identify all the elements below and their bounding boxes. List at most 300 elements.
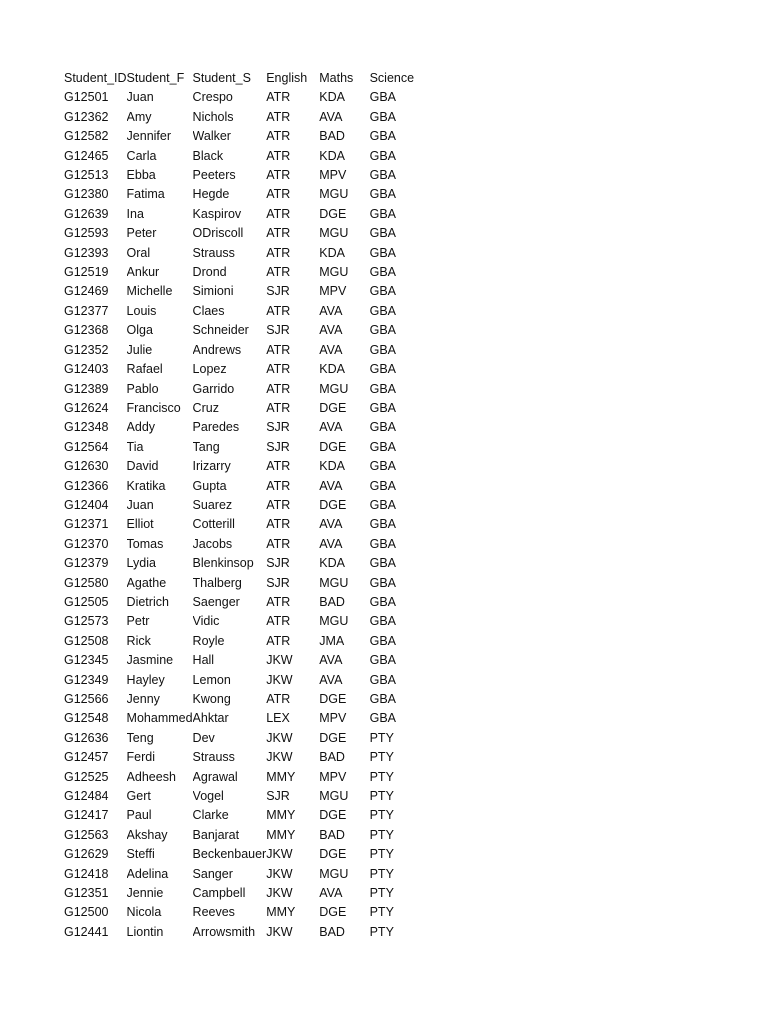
cell-english[interactable]: JKW [266,653,293,668]
cell-student-id[interactable]: G12508 [64,633,109,648]
cell-first-name[interactable]: Tomas [126,536,164,551]
cell-maths[interactable]: KDA [319,362,345,377]
cell-first-name[interactable]: Petr [126,614,150,629]
cell-maths[interactable]: KDA [319,148,345,163]
cell-surname[interactable]: Blenkinsop [192,556,254,571]
cell-science[interactable]: GBA [369,439,396,454]
cell-student-id[interactable]: G12351 [64,886,109,901]
cell-science[interactable]: GBA [369,265,396,280]
cell-surname[interactable]: Black [192,148,224,163]
cell-surname[interactable]: Reeves [192,905,235,920]
cell-science[interactable]: GBA [369,420,396,435]
cell-student-id[interactable]: G12441 [64,924,109,939]
cell-student-id[interactable]: G12389 [64,381,109,396]
cell-maths[interactable]: DGE [319,808,347,823]
cell-student-id[interactable]: G12380 [64,187,109,202]
cell-science[interactable]: GBA [369,187,396,202]
cell-surname[interactable]: Strauss [192,245,235,260]
cell-english[interactable]: ATR [266,168,291,183]
cell-student-id[interactable]: G12563 [64,827,109,842]
cell-english[interactable]: ATR [266,497,291,512]
cell-surname[interactable]: Sanger [192,866,233,881]
cell-english[interactable]: MMY [266,769,296,784]
cell-student-id[interactable]: G12417 [64,808,109,823]
cell-student-id[interactable]: G12348 [64,420,109,435]
cell-surname[interactable]: Campbell [192,886,246,901]
cell-surname[interactable]: Ahktar [192,711,229,726]
cell-maths[interactable]: AVA [319,478,343,493]
cell-first-name[interactable]: Rafael [126,362,163,377]
table-row [64,632,424,651]
cell-maths[interactable]: MPV [319,769,347,784]
cell-surname[interactable]: Strauss [192,750,235,765]
cell-student-id[interactable]: G12582 [64,129,109,144]
table-row [64,360,424,379]
cell-surname[interactable]: Nichols [192,109,234,124]
cell-first-name[interactable]: Michelle [126,284,173,299]
header-cell-student-id[interactable]: Student_ID [64,71,127,85]
cell-surname[interactable]: Cotterill [192,517,235,532]
cell-maths[interactable]: AVA [319,886,343,901]
cell-first-name[interactable]: Hayley [126,672,165,687]
cell-maths[interactable]: AVA [319,303,343,318]
cell-maths[interactable]: DGE [319,905,347,920]
cell-maths[interactable]: DGE [319,692,347,706]
cell-surname[interactable]: Agrawal [192,769,238,784]
cell-surname[interactable]: Andrews [192,342,242,357]
cell-surname[interactable]: Garrido [192,381,235,396]
cell-english[interactable]: JKW [266,730,293,745]
cell-science[interactable]: GBA [369,575,396,590]
cell-student-id[interactable]: G12457 [64,750,109,765]
table-row [64,709,424,728]
cell-english[interactable]: ATR [266,129,291,144]
cell-science[interactable]: GBA [369,672,396,687]
cell-english[interactable]: ATR [266,187,291,202]
cell-student-id[interactable]: G12639 [64,206,109,221]
cell-science[interactable]: GBA [369,323,396,338]
cell-surname[interactable]: Crespo [192,90,233,105]
cell-english[interactable]: ATR [266,109,291,124]
cell-maths[interactable]: MGU [319,381,349,396]
cell-student-id[interactable]: G12519 [64,265,109,280]
table-body [64,69,424,942]
cell-surname[interactable]: Gupta [192,478,227,493]
cell-english[interactable]: ATR [266,633,291,648]
cell-english[interactable]: SJR [266,420,290,435]
cell-maths[interactable]: AVA [319,323,343,338]
cell-english[interactable]: JKW [266,866,293,881]
cell-first-name[interactable]: Akshay [126,827,168,842]
cell-student-id[interactable]: G12418 [64,866,109,881]
cell-english[interactable]: SJR [266,556,290,571]
cell-maths[interactable]: BAD [319,924,345,939]
cell-surname[interactable]: Simioni [192,284,234,299]
table-row [64,826,424,845]
cell-science[interactable]: GBA [369,400,396,415]
cell-english[interactable]: ATR [266,614,291,629]
cell-student-id[interactable]: G12366 [64,478,109,493]
cell-maths[interactable]: AVA [319,342,343,357]
cell-first-name[interactable]: Gert [126,789,151,804]
cell-maths[interactable]: KDA [319,459,345,474]
cell-english[interactable]: ATR [266,594,291,609]
cell-surname[interactable]: Vidic [192,614,220,629]
cell-english[interactable]: JKW [266,672,293,687]
cell-student-id[interactable]: G12505 [64,594,109,609]
cell-first-name[interactable]: Carla [126,148,157,163]
cell-maths[interactable]: MGU [319,575,349,590]
cell-english[interactable]: ATR [266,342,291,357]
cell-surname[interactable]: Kaspirov [192,206,242,221]
cell-first-name[interactable]: Tia [126,439,144,454]
table-row [64,515,424,534]
cell-surname[interactable]: Schneider [192,323,249,338]
cell-maths[interactable]: MGU [319,187,349,202]
cell-surname[interactable]: Thalberg [192,575,242,590]
cell-english[interactable]: ATR [266,381,291,396]
table-row [64,554,424,573]
cell-maths[interactable]: MGU [319,614,349,629]
cell-surname[interactable]: ODriscoll [192,226,244,241]
table-row [64,224,424,243]
cell-english[interactable]: ATR [266,303,291,318]
table-row [64,671,424,690]
cell-first-name[interactable]: Kratika [126,478,166,493]
table-row [64,438,424,457]
cell-first-name[interactable]: Juan [126,497,154,512]
cell-student-id[interactable]: G12593 [64,226,109,241]
cell-surname[interactable]: Irizarry [192,459,231,474]
cell-student-id[interactable]: G12371 [64,517,109,532]
cell-first-name[interactable]: Julie [126,342,153,357]
cell-maths[interactable]: DGE [319,730,347,745]
table-row [64,282,424,301]
cell-surname[interactable]: Banjarat [192,827,240,842]
cell-english[interactable]: JKW [266,847,293,862]
cell-first-name[interactable]: Rick [126,633,151,648]
cell-first-name[interactable]: Liontin [126,924,164,939]
cell-science[interactable]: GBA [369,168,396,183]
header-cell-science[interactable]: Science [369,71,415,85]
cell-science[interactable]: PTY [369,866,394,881]
cell-science[interactable]: GBA [369,614,396,629]
cell-first-name[interactable]: Juan [126,90,154,105]
cell-first-name[interactable]: Mohammed [126,711,193,726]
cell-maths[interactable]: BAD [319,827,345,842]
cell-surname[interactable]: Jacobs [192,536,233,551]
cell-science[interactable]: PTY [369,886,394,901]
table-row [64,535,424,554]
cell-maths[interactable]: AVA [319,517,343,532]
cell-student-id[interactable]: G12352 [64,342,109,357]
cell-surname[interactable]: Peeters [192,168,236,183]
cell-student-id[interactable]: G12548 [64,711,109,726]
cell-science[interactable]: GBA [369,381,396,396]
cell-surname[interactable]: Lemon [192,672,231,687]
cell-first-name[interactable]: Jennifer [126,129,172,144]
cell-maths[interactable]: AVA [319,420,343,435]
table-row [64,806,424,825]
cell-english[interactable]: SJR [266,575,290,590]
cell-first-name[interactable]: Agathe [126,575,167,590]
cell-maths[interactable]: KDA [319,245,345,260]
table-row [64,399,424,418]
table-row [64,418,424,437]
cell-student-id[interactable]: G12630 [64,459,109,474]
cell-science[interactable]: GBA [369,478,396,493]
cell-science[interactable]: GBA [369,497,396,512]
cell-english[interactable]: ATR [266,362,291,377]
cell-science[interactable]: PTY [369,847,394,862]
cell-maths[interactable]: BAD [319,129,345,144]
cell-maths[interactable]: MGU [319,866,349,881]
header-cell-surname[interactable]: Student_S [192,71,251,85]
cell-science[interactable]: GBA [369,303,396,318]
cell-first-name[interactable]: Olga [126,323,153,338]
cell-maths[interactable]: BAD [319,750,345,765]
cell-science[interactable]: GBA [369,556,396,571]
cell-science[interactable]: GBA [369,109,396,124]
cell-student-id[interactable]: G12484 [64,789,109,804]
cell-first-name[interactable]: Fatima [126,187,165,202]
table-row [64,787,424,806]
cell-first-name[interactable]: Ankur [126,265,160,280]
cell-english[interactable]: ATR [266,517,291,532]
cell-science[interactable]: GBA [369,245,396,260]
cell-maths[interactable]: MGU [319,226,349,241]
cell-surname[interactable]: Clarke [192,808,229,823]
cell-student-id[interactable]: G12362 [64,109,109,124]
cell-science[interactable]: GBA [369,692,396,706]
cell-student-id[interactable]: G12368 [64,323,109,338]
cell-english[interactable]: MMY [266,905,296,920]
cell-maths[interactable]: MPV [319,284,347,299]
cell-first-name[interactable]: Paul [126,808,152,823]
cell-maths[interactable]: DGE [319,439,347,454]
cell-english[interactable]: SJR [266,323,290,338]
cell-science[interactable]: PTY [369,905,394,920]
cell-first-name[interactable]: Amy [126,109,152,124]
table-row [64,651,424,670]
cell-first-name[interactable]: Ina [126,206,144,221]
cell-surname[interactable]: Paredes [192,420,240,435]
cell-english[interactable]: LEX [266,711,290,726]
table-row [64,477,424,496]
cell-science[interactable]: GBA [369,90,396,105]
cell-english[interactable]: ATR [266,245,291,260]
cell-english[interactable]: JKW [266,750,293,765]
cell-english[interactable]: ATR [266,90,291,105]
cell-first-name[interactable]: Adheesh [126,769,176,784]
cell-student-id[interactable]: G12500 [64,905,109,920]
table-row [64,903,424,922]
cell-student-id[interactable]: G12404 [64,497,109,512]
table-row [64,244,424,263]
cell-english[interactable]: SJR [266,284,290,299]
cell-maths[interactable]: MPV [319,168,347,183]
cell-english[interactable]: ATR [266,265,291,280]
header-cell-maths[interactable]: Maths [319,71,354,85]
cell-maths[interactable]: BAD [319,594,345,609]
cell-science[interactable]: GBA [369,206,396,221]
cell-student-id[interactable]: G12636 [64,730,109,745]
cell-first-name[interactable]: Adelina [126,866,169,881]
cell-maths[interactable]: AVA [319,109,343,124]
cell-science[interactable]: GBA [369,342,396,357]
cell-student-id[interactable]: G12379 [64,556,109,571]
cell-science[interactable]: GBA [369,362,396,377]
cell-student-id[interactable]: G12525 [64,769,109,784]
cell-maths[interactable]: AVA [319,653,343,668]
cell-surname[interactable]: Vogel [192,789,224,804]
cell-surname[interactable]: Tang [192,439,220,454]
cell-first-name[interactable]: Jasmine [126,653,174,668]
cell-surname[interactable]: Walker [192,129,231,144]
cell-science[interactable]: PTY [369,730,394,745]
cell-english[interactable]: ATR [266,206,291,221]
cell-science[interactable]: GBA [369,594,396,609]
cell-first-name[interactable]: Teng [126,730,154,745]
cell-science[interactable]: PTY [369,769,394,784]
cell-surname[interactable]: Hegde [192,187,230,202]
cell-surname[interactable]: Drond [192,265,227,280]
cell-science[interactable]: PTY [369,827,394,842]
cell-science[interactable]: GBA [369,653,396,668]
cell-surname[interactable]: Cruz [192,400,219,415]
cell-maths[interactable]: KDA [319,90,345,105]
cell-student-id[interactable]: G12629 [64,847,109,862]
cell-science[interactable]: GBA [369,226,396,241]
table-row [64,263,424,282]
cell-student-id[interactable]: G12469 [64,284,109,299]
cell-maths[interactable]: MPV [319,711,347,726]
cell-science[interactable]: GBA [369,633,396,648]
cell-student-id[interactable]: G12580 [64,575,109,590]
cell-first-name[interactable]: Ferdi [126,750,156,765]
cell-science[interactable]: GBA [369,148,396,163]
cell-maths[interactable]: MGU [319,789,349,804]
table-row [64,321,424,340]
cell-first-name[interactable]: Steffi [126,847,155,862]
table-row [64,147,424,166]
cell-first-name[interactable]: Francisco [126,400,181,415]
cell-science[interactable]: PTY [369,750,394,765]
table-row [64,185,424,204]
table-row [64,127,424,146]
cell-surname[interactable]: Royle [192,633,225,648]
cell-english[interactable]: ATR [266,148,291,163]
cell-english[interactable]: SJR [266,789,290,804]
cell-first-name[interactable]: Oral [126,245,151,260]
cell-student-id[interactable]: G12403 [64,362,109,377]
cell-surname[interactable]: Kwong [192,692,231,706]
table-row [64,690,424,709]
cell-maths[interactable]: AVA [319,672,343,687]
cell-science[interactable]: PTY [369,808,394,823]
cell-english[interactable]: MMY [266,827,296,842]
cell-first-name[interactable]: David [126,459,159,474]
cell-english[interactable]: MMY [266,808,296,823]
header-row [64,69,424,88]
cell-first-name[interactable]: Jennie [126,886,164,901]
cell-science[interactable]: GBA [369,517,396,532]
cell-surname[interactable]: Suarez [192,497,233,512]
cell-maths[interactable]: JMA [319,633,345,648]
header-cell-english[interactable]: English [266,71,308,85]
cell-first-name[interactable]: Jenny [126,692,160,706]
cell-english[interactable]: ATR [266,692,291,706]
cell-english[interactable]: JKW [266,924,293,939]
cell-surname[interactable]: Claes [192,303,225,318]
cell-first-name[interactable]: Nicola [126,905,162,920]
header-cell-first-name[interactable]: Student_F [126,71,185,85]
cell-student-id[interactable]: G12370 [64,536,109,551]
cell-english[interactable]: JKW [266,886,293,901]
cell-science[interactable]: PTY [369,789,394,804]
cell-first-name[interactable]: Elliot [126,517,154,532]
cell-english[interactable]: ATR [266,400,291,415]
cell-english[interactable]: ATR [266,226,291,241]
cell-surname[interactable]: Hall [192,653,215,668]
cell-first-name[interactable]: Peter [126,226,157,241]
cell-first-name[interactable]: Addy [126,420,156,435]
cell-student-id[interactable]: G12349 [64,672,109,687]
cell-student-id[interactable]: G12573 [64,614,109,629]
cell-maths[interactable]: DGE [319,847,347,862]
cell-maths[interactable]: AVA [319,536,343,551]
cell-first-name[interactable]: Dietrich [126,594,169,609]
cell-science[interactable]: PTY [369,924,394,939]
cell-science[interactable]: GBA [369,129,396,144]
table-row [64,593,424,612]
cell-surname[interactable]: Arrowsmith [192,924,256,939]
cell-maths[interactable]: DGE [319,497,347,512]
cell-maths[interactable]: DGE [319,206,347,221]
cell-first-name[interactable]: Ebba [126,168,156,183]
cell-student-id[interactable]: G12624 [64,400,109,415]
cell-surname[interactable]: Lopez [192,362,227,377]
cell-student-id[interactable]: G12513 [64,168,109,183]
cell-science[interactable]: GBA [369,284,396,299]
cell-surname[interactable]: Beckenbauer [192,847,267,862]
cell-first-name[interactable]: Lydia [126,556,156,571]
cell-science[interactable]: GBA [369,711,396,726]
cell-english[interactable]: ATR [266,459,291,474]
cell-maths[interactable]: DGE [319,400,347,415]
cell-student-id[interactable]: G12465 [64,148,109,163]
cell-first-name[interactable]: Pablo [126,381,159,396]
table-row [64,923,424,942]
cell-maths[interactable]: MGU [319,265,349,280]
cell-english[interactable]: ATR [266,536,291,551]
cell-student-id[interactable]: G12566 [64,692,109,706]
cell-science[interactable]: GBA [369,536,396,551]
cell-english[interactable]: ATR [266,478,291,493]
cell-surname[interactable]: Saenger [192,594,240,609]
cell-student-id[interactable]: G12377 [64,303,109,318]
cell-english[interactable]: SJR [266,439,290,454]
table-row [64,884,424,903]
cell-science[interactable]: GBA [369,459,396,474]
cell-first-name[interactable]: Louis [126,303,157,318]
cell-maths[interactable]: KDA [319,556,345,571]
cell-student-id[interactable]: G12345 [64,653,109,668]
cell-student-id[interactable]: G12501 [64,90,109,105]
cell-student-id[interactable]: G12393 [64,245,109,260]
cell-student-id[interactable]: G12564 [64,439,109,454]
cell-surname[interactable]: Dev [192,730,215,745]
